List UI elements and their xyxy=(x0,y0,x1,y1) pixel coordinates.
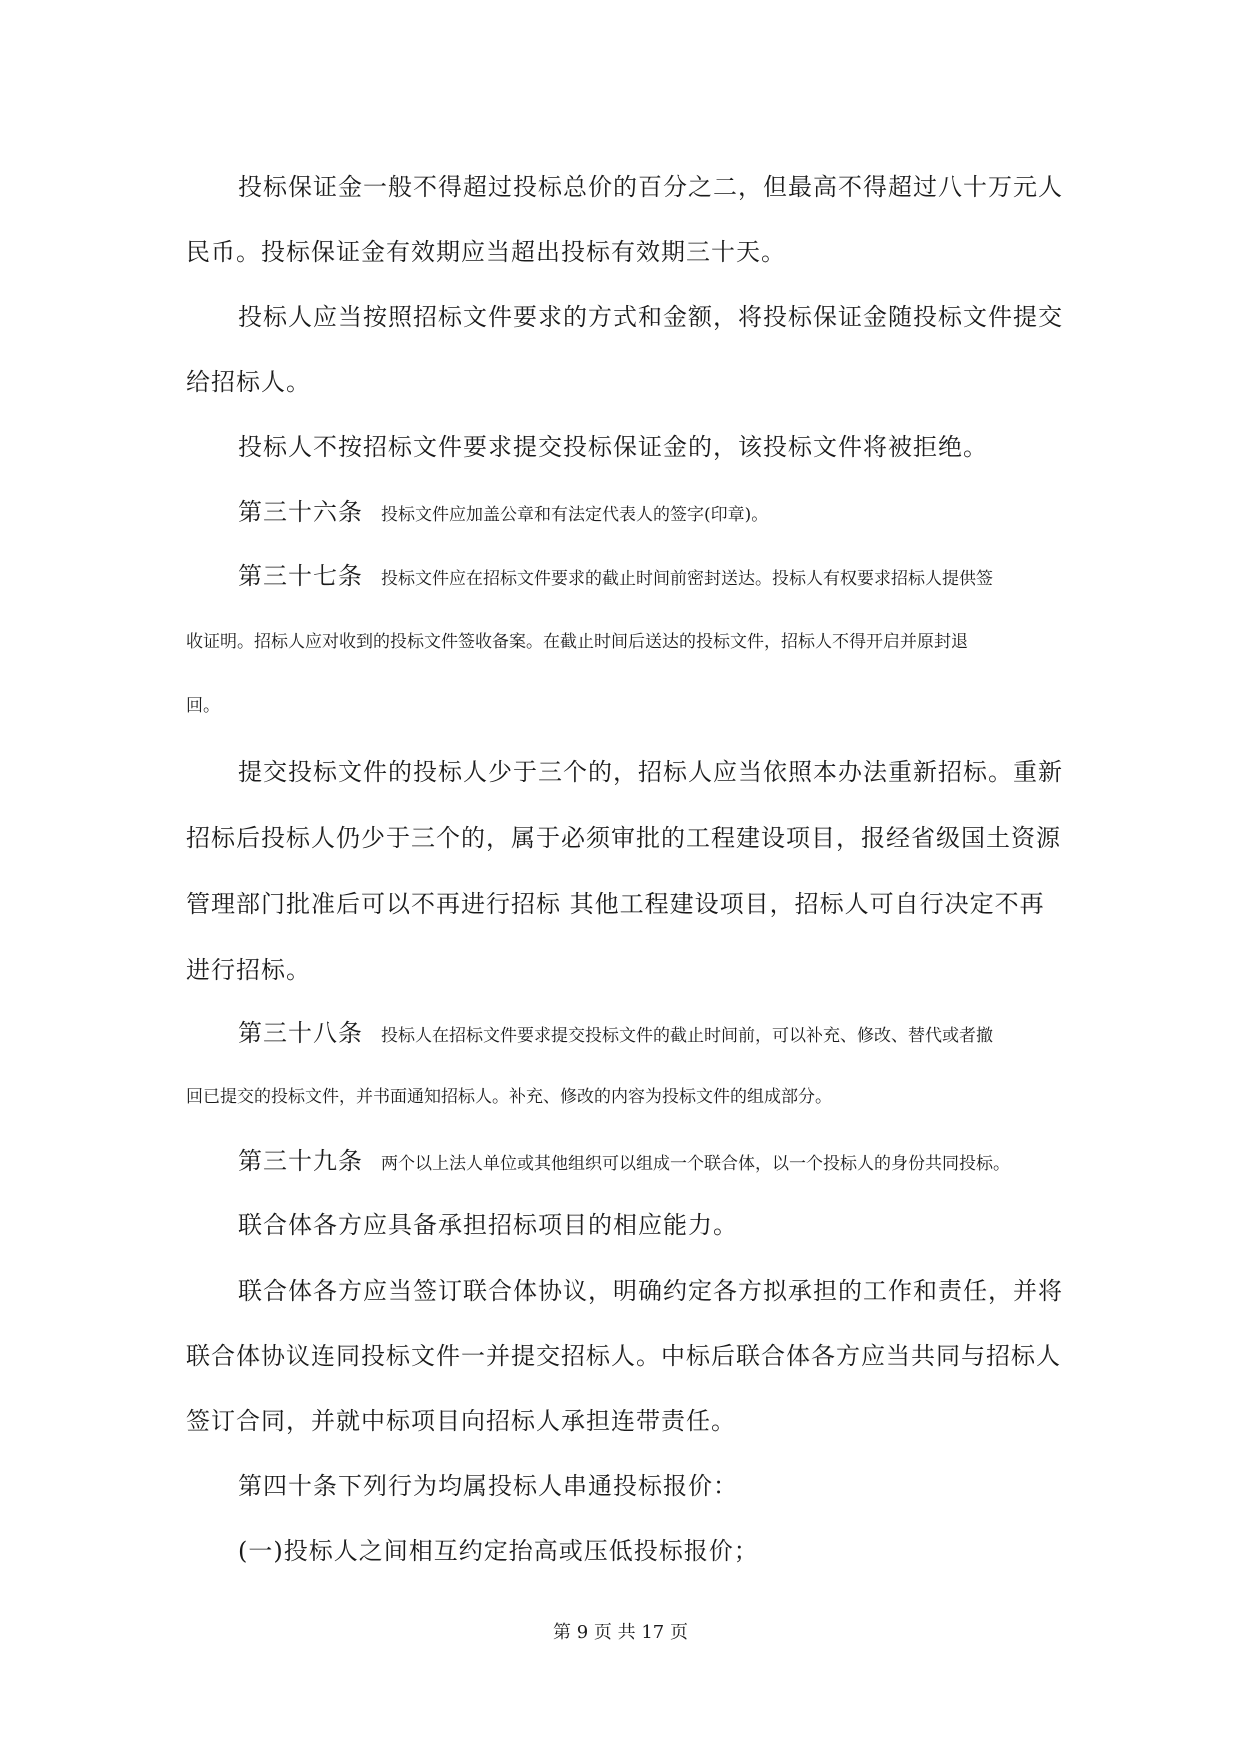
paragraph-line: (一)投标人之间相互约定抬高或压低投标报价； xyxy=(238,1537,759,1565)
paragraph-line: 民币。投标保证金有效期应当超出投标有效期三十天。 xyxy=(186,238,786,266)
paragraph-line: 给招标人。 xyxy=(186,368,311,396)
article-heading: 第三十九条 xyxy=(238,1147,363,1175)
paragraph-line: 投标保证金一般不得超过投标总价的百分之二，但最高不得超过八十万元人 xyxy=(238,173,1063,201)
paragraph-line: 回。 xyxy=(186,696,220,716)
paragraph-line: 招标后投标人仍少于三个的，属于必须审批的工程建设项目，报经省级国土资源 xyxy=(186,824,1061,852)
paragraph-line: 投标人不按招标文件要求提交投标保证金的，该投标文件将被拒绝。 xyxy=(238,433,988,461)
paragraph-line: 提交投标文件的投标人少于三个的，招标人应当依照本办法重新招标。重新 xyxy=(238,758,1063,786)
article-body: 投标人在招标文件要求提交投标文件的截止时间前，可以补充、修改、替代或者撤 xyxy=(381,1026,993,1046)
article-37 xyxy=(238,556,993,591)
article-39 xyxy=(238,1141,1010,1176)
paragraph-line: 管理部门批准后可以不再进行招标 其他工程建设项目，招标人可自行决定不再 xyxy=(186,890,1045,918)
article-body: 两个以上法人单位或其他组织可以组成一个联合体，以一个投标人的身份共同投标。 xyxy=(381,1154,1010,1174)
article-38 xyxy=(238,1013,993,1048)
paragraph-line: 签订合同，并就中标项目向招标人承担连带责任。 xyxy=(186,1407,736,1435)
paragraph-line: 回已提交的投标文件，并书面通知招标人。补充、修改的内容为投标文件的组成部分。 xyxy=(186,1087,832,1107)
paragraph-line: 收证明。招标人应对收到的投标文件签收备案。在截止时间后送达的投标文件，招标人不得开启并原封退 xyxy=(186,632,968,652)
paragraph-line: 进行招标。 xyxy=(186,956,311,984)
article-body: 投标文件应加盖公章和有法定代表人的签字(印章)。 xyxy=(381,505,769,525)
article-heading: 第三十七条 xyxy=(238,562,363,590)
paragraph-line: 投标人应当按照招标文件要求的方式和金额，将投标保证金随投标文件提交 xyxy=(238,303,1063,331)
paragraph-line: 第四十条下列行为均属投标人串通投标报价： xyxy=(238,1472,738,1500)
paragraph-line: 联合体各方应当签订联合体协议，明确约定各方拟承担的工作和责任，并将 xyxy=(238,1277,1063,1305)
article-36 xyxy=(238,492,768,527)
page-footer: 第 9 页 共 17 页 xyxy=(553,1622,688,1643)
article-body: 投标文件应在招标文件要求的截止时间前密封送达。投标人有权要求招标人提供签 xyxy=(381,569,993,589)
article-heading: 第三十六条 xyxy=(238,498,363,526)
paragraph-line: 联合体各方应具备承担招标项目的相应能力。 xyxy=(238,1211,738,1239)
article-heading: 第三十八条 xyxy=(238,1019,363,1047)
paragraph-line: 联合体协议连同投标文件一并提交招标人。中标后联合体各方应当共同与招标人 xyxy=(186,1342,1061,1370)
